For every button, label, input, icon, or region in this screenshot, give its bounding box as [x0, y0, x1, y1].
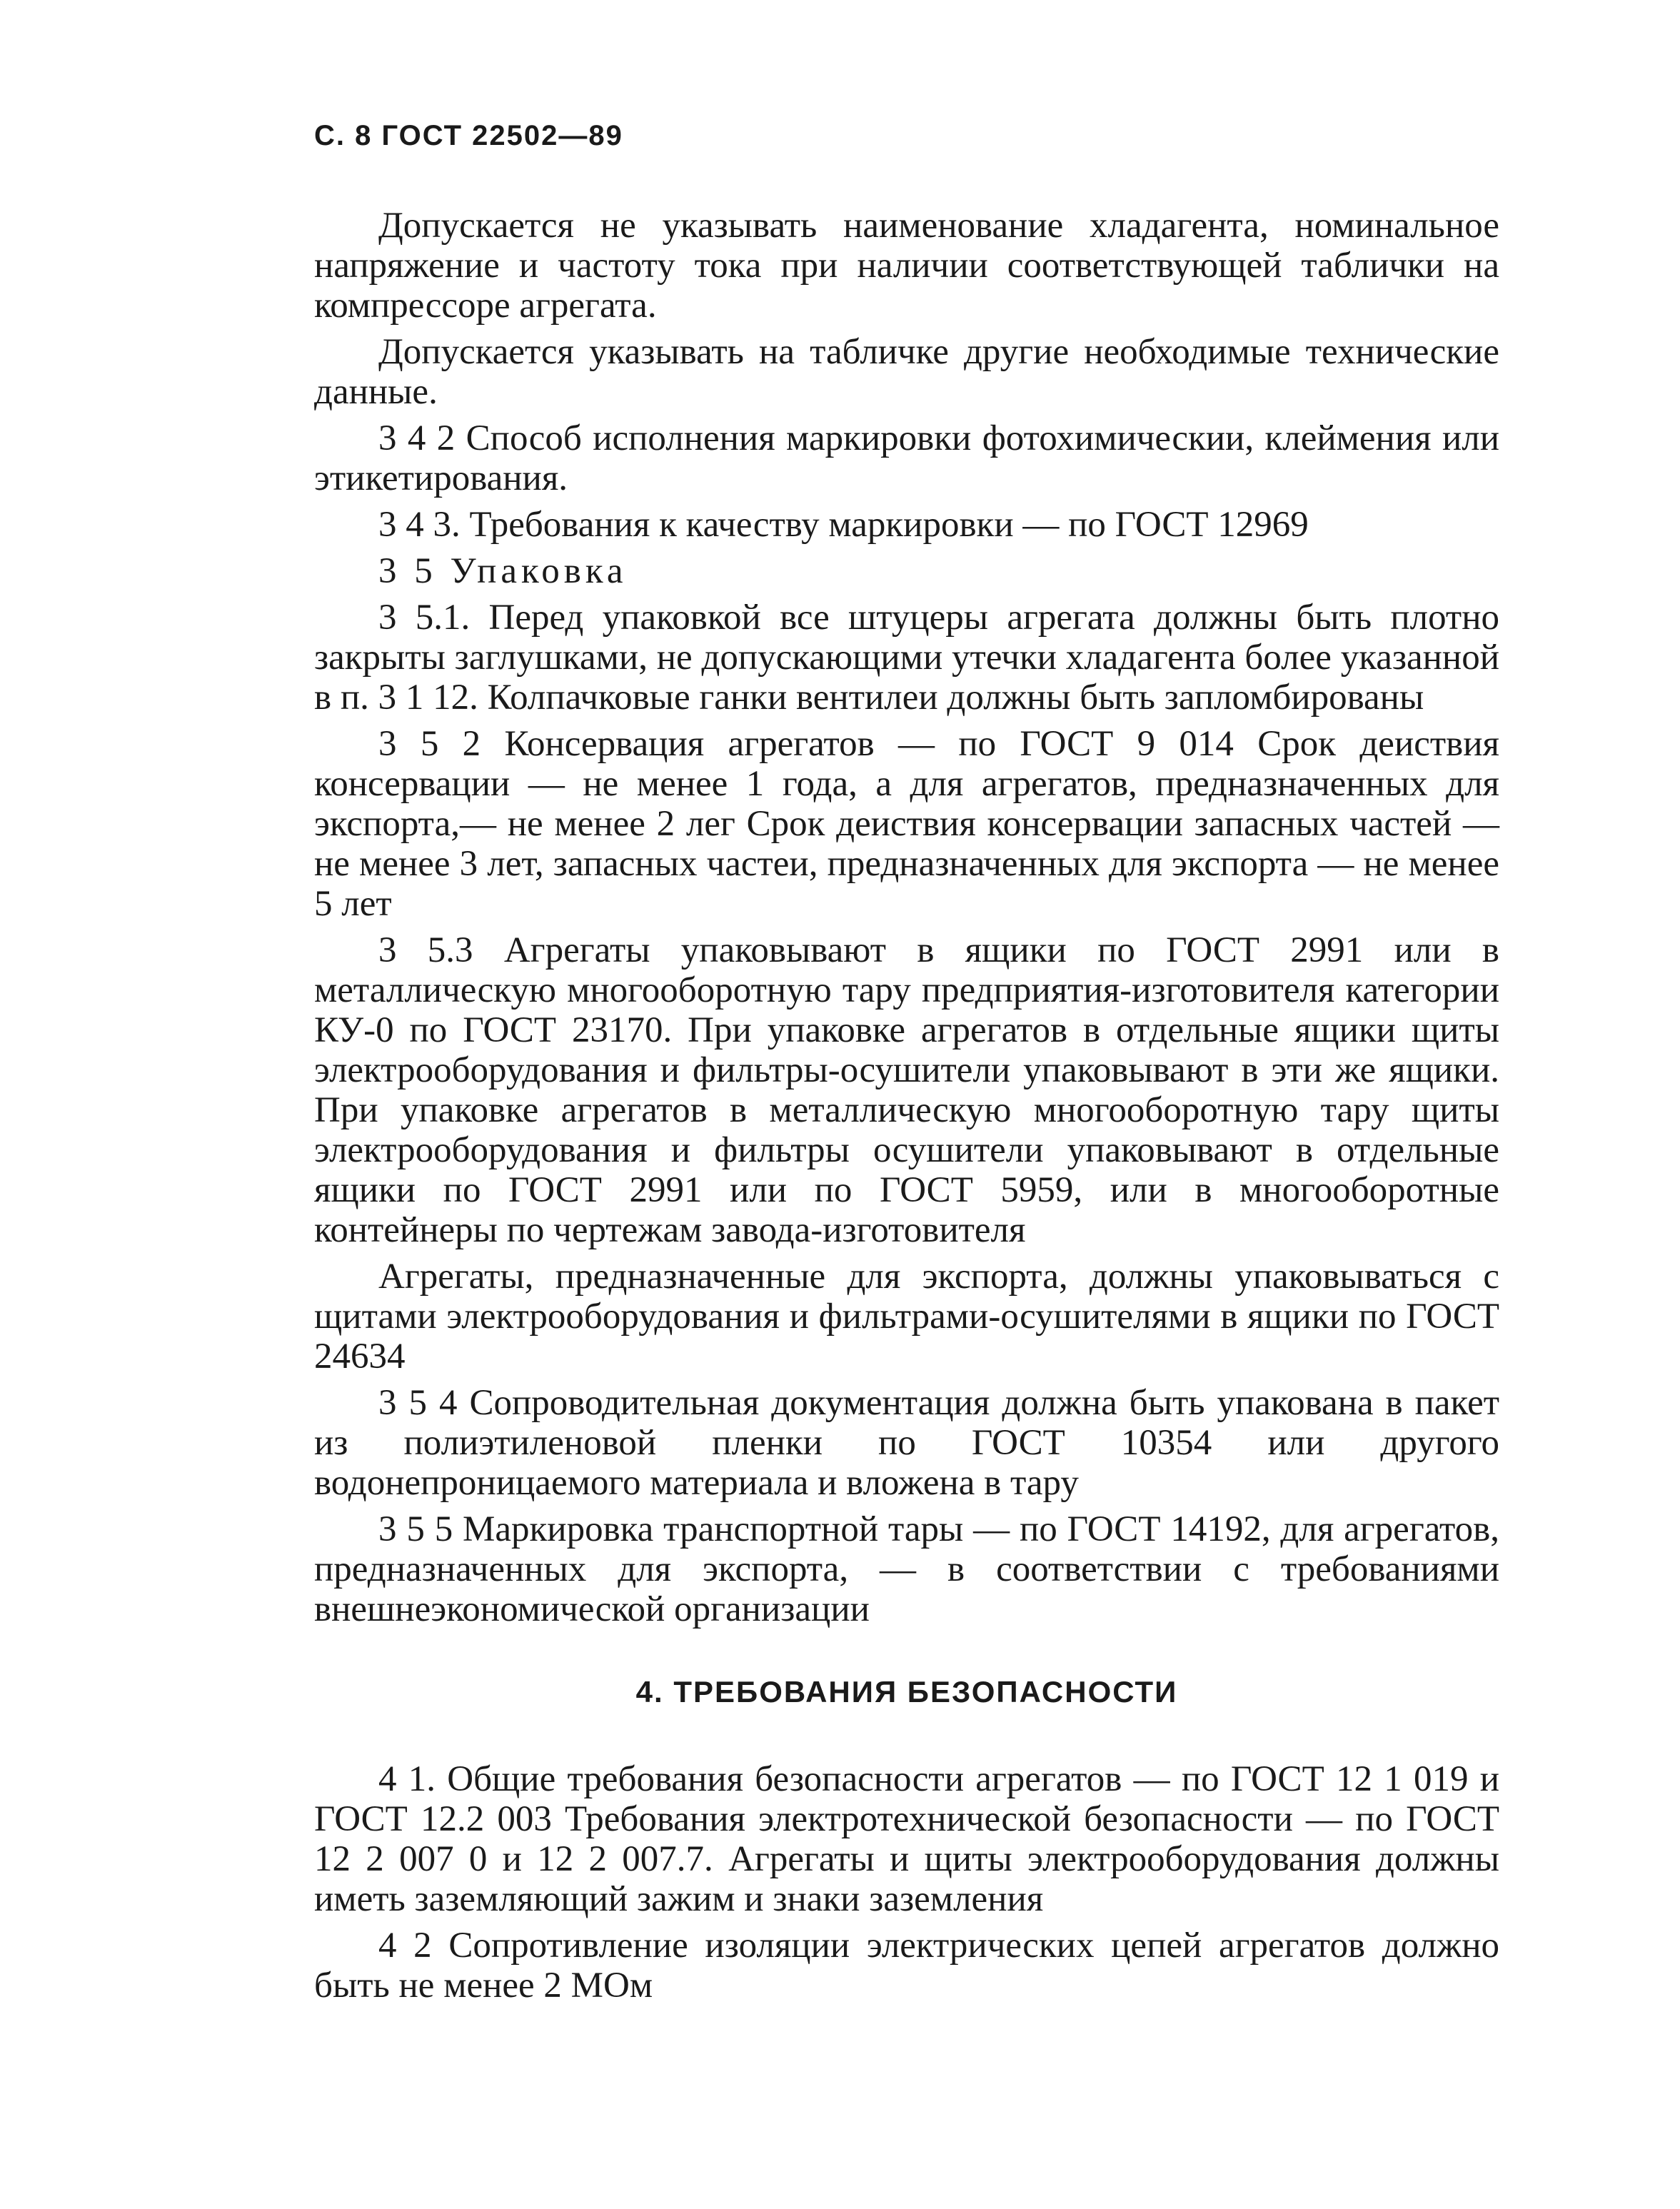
paragraph-4-1: 4 1. Общие требования безопасности агрегатов — по ГОСТ 12 1 019 и ГОСТ 12.2 003 Требования электротехнической безопасности — по ГОСТ 12 2 007 0 и 12 2 007.7. Агрегаты и щиты электрооборудования должны иметь заземляющий зажим и знаки заземления [314, 1759, 1499, 1919]
running-header: С. 8 ГОСТ 22502—89 [314, 120, 623, 151]
paragraph-3-4-3: 3 4 3. Требования к качеству маркировки — по ГОСТ 12969 [378, 505, 1309, 545]
paragraph-3-5-1: 3 5.1. Перед упаковкой все штуцеры агрегата должны быть плотно закрыты заглушками, не допускающими утечки хладагента более указанной в п. 3 1 12. Колпачковые ганки вентилеи должны быть запломбированы [314, 598, 1499, 718]
subsection-title-packaging: 3 5 Упаковка [378, 551, 628, 591]
paragraph-export-packaging: Агрегаты, предназначенные для экспорта, должны упаковываться с щитами электрооборудования и фильтрами-осушителями в ящики по ГОСТ 24634 [314, 1257, 1499, 1377]
paragraph-refrigerant-note: Допускается не указывать наименование хладагента, номинальное напряжение и частоту тока при наличии соответствующей таблички на компрессоре агрегата. [314, 206, 1499, 326]
paragraph-3-5-3: 3 5.3 Агрегаты упаковывают в ящики по ГОСТ 2991 или в металлическую многооборотную тару предприятия-изготовителя категории КУ-0 по ГОСТ 23170. При упаковке агрегатов в отдельные ящики щиты электрооборудования и фильтры-осушители упаковывают в эти же ящики. При упаковке агрегатов в металлическую многооборотную тару щиты электрооборудования и фильтры осушители упаковывают в отдельные ящики по ГОСТ 2991 или по ГОСТ 5959, или в многооборотные контейнеры по чертежам завода-изготовителя [314, 930, 1499, 1250]
document-body [314, 206, 1499, 2012]
paragraph-4-2: 4 2 Сопротивление изоляции электрических цепей агрегатов должно быть не менее 2 МОм [314, 1926, 1499, 2006]
section-heading-safety: 4. ТРЕБОВАНИЯ БЕЗОПАСНОСТИ [635, 1675, 1178, 1709]
paragraph-3-4-2: 3 4 2 Способ исполнения маркировки фотохимическии, клеймения или этикетирования. [314, 418, 1499, 498]
paragraph-3-5-4: 3 5 4 Сопроводительная документация должна быть упакована в пакет из полиэтиленовой пленки по ГОСТ 10354 или другого водонепроницаемого материала и вложена в тару [314, 1383, 1499, 1503]
paragraph-3-5-2: 3 5 2 Консервация агрегатов — по ГОСТ 9 014 Срок деиствия консервации — не менее 1 года, а для агрегатов, предназначенных для экспорта,— не менее 2 лег Срок деиствия консервации запасных частей — не менее 3 лет, запасных частеи, предназначенных для экспорта — не менее 5 лет [314, 724, 1499, 924]
paragraph-3-5-5: 3 5 5 Маркировка транспортной тары — по ГОСТ 14192, для агрегатов, предназначенных для экспорта, — в соответствии с требованиями внешнеэкономической организации [314, 1509, 1499, 1629]
paragraph-technical-data: Допускается указывать на табличке другие необходимые технические данные. [314, 332, 1499, 412]
